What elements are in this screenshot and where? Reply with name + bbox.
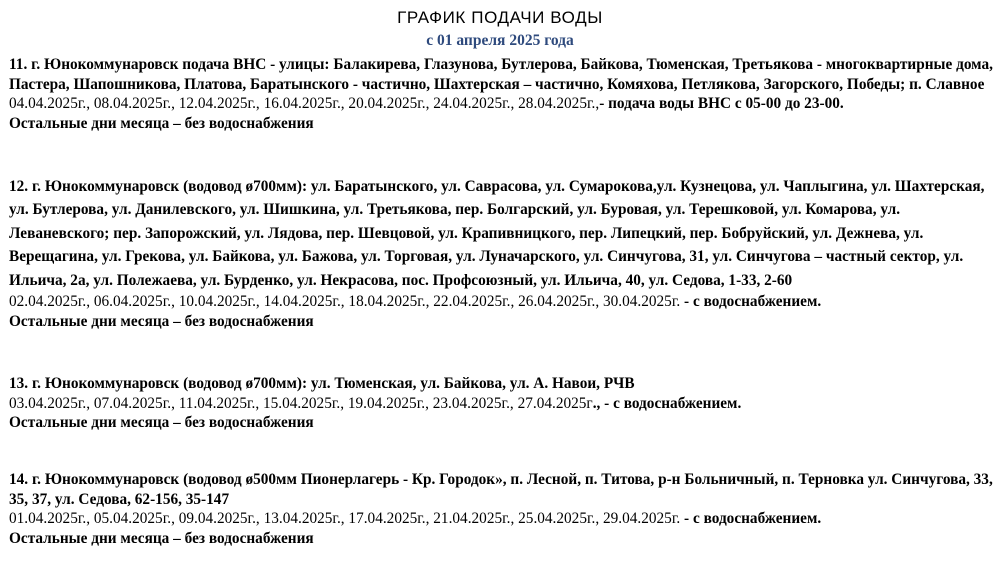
section-dates-line [9, 94, 994, 114]
section-heading: 11. г. Юнокоммунаровск подача ВНС - улицы: Балакирева, Глазунова, Бутлерова, Байкова, Тюменская, Третьякова - многоквартирные дома, Пастера, Шапошникова, Платова, Баратынского - частично, Шахтерская – частично, Комяхова, Петлякова, Загорского, Победы; п. Славное [9, 56, 993, 93]
schedule-section-14 [9, 470, 994, 548]
section-heading: 12. г. Юнокоммунаровск (водовод ø700мм): ул. Баратынского, ул. Саврасова, ул. Сумарокова,ул. Кузнецова, ул. Чаплыгина, ул. Шахтерская, ул. Бутлерова, ул. Данилевского, ул. Шишкина, ул. Третьякова, пер. Болгарский, ул. Буровая, ул. Терешковой, ул. Комарова, ул. Леваневского; пер. Запорожский, ул. Лядова, пер. Шевцовой, ул. Крапивницкого, пер. Липецкий, пер. Бобруйский, ул. Дежнева, ул. Верещагина, ул. Грекова, ул. Байкова, ул. Бажова, ул. Торговая, ул. Луначарского, ул. Синчугова, 31, ул. Синчугова – частный сектор, ул. Ильича, 2а, ул. Полежаева, ул. Бурденко, ул. Некрасова, пос. Профсоюзный, ул. Ильича, 40, ул. Седова, 1-33, 2-60 [9, 178, 985, 289]
document-subtitle: с 01 апреля 2025 года [426, 32, 574, 49]
section-dates: 01.04.2025г., 05.04.2025г., 09.04.2025г., 13.04.2025г., 17.04.2025г., 21.04.2025г., 25.04.2025г., 29.04.2025г. [9, 510, 681, 527]
schedule-section-12 [9, 175, 994, 331]
section-supply-note: - с водоснабжением. [680, 293, 822, 311]
section-rest-note: Остальные дни месяца – без водоснабжения [9, 312, 314, 330]
section-dates: 02.04.2025г., 06.04.2025г., 10.04.2025г., 14.04.2025г., 18.04.2025г., 22.04.2025г., 26.04.2025г., 30.04.2025г. [9, 293, 681, 311]
section-rest-note: Остальные дни месяца – без водоснабжения [9, 529, 314, 547]
section-dates-line [9, 292, 994, 312]
document-title: ГРАФИК ПОДАЧИ ВОДЫ [397, 8, 603, 27]
section-dates: 04.04.2025г., 08.04.2025г., 12.04.2025г., 16.04.2025г., 20.04.2025г., 24.04.2025г., 28.04.2025г., [9, 95, 600, 112]
section-rest-note: Остальные дни месяца – без водоснабжения [9, 114, 314, 132]
schedule-section-11 [9, 55, 994, 133]
section-supply-note: - с водоснабжением. [680, 510, 822, 527]
section-heading: 14. г. Юнокоммунаровск (водовод ø500мм Пионерлагерь - Кр. Городок», п. Лесной, п. Титова, р-н Больничный, п. Терновка ул. Синчугова, 33, 35, 37, ул. Седова, 62-156, 35-147 [9, 471, 993, 508]
section-heading: 13. г. Юнокоммунаровск (водовод ø700мм): ул. Тюменская, ул. Байкова, ул. А. Навои, РЧВ [9, 375, 635, 392]
section-dates: 03.04.2025г., 07.04.2025г., 11.04.2025г., 15.04.2025г., 19.04.2025г., 23.04.2025г., 27.04.2025г [9, 394, 593, 412]
schedule-section-13 [9, 374, 994, 433]
section-dates-line [9, 509, 994, 529]
section-dates-line [9, 394, 994, 414]
section-supply-note: ., - с водоснабжением. [592, 394, 742, 412]
section-supply-note: - подача воды ВНС с 05-00 до 23-00. [599, 95, 844, 112]
section-rest-note: Остальные дни месяца – без водоснабжения [9, 414, 314, 431]
